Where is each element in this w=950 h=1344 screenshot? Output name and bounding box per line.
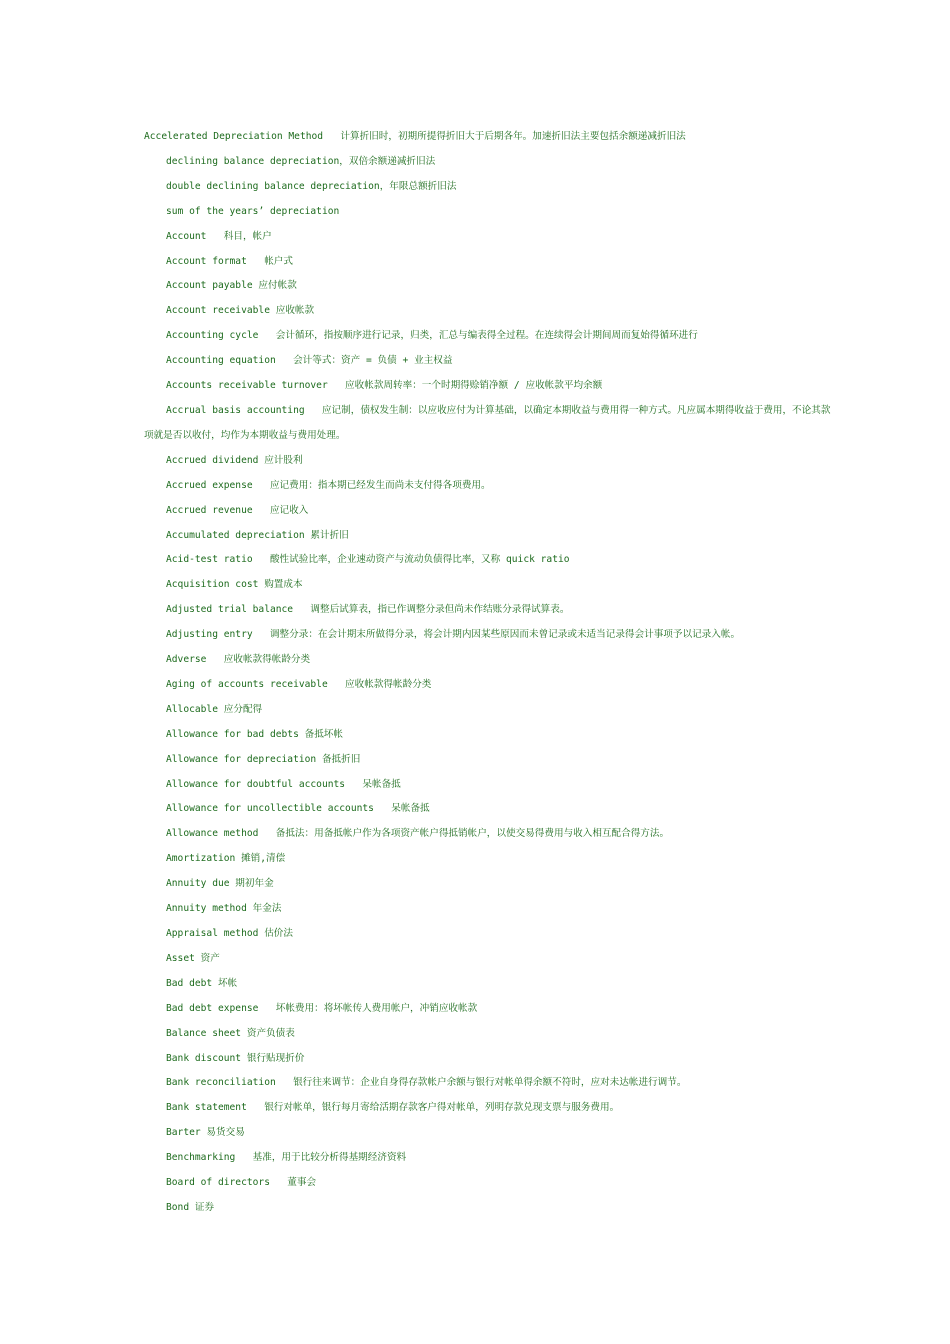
glossary-entry: Allowance for depreciation 备抵折旧 <box>166 753 361 765</box>
glossary-entry: Accrued revenue 应记收入 <box>166 504 309 516</box>
glossary-entry: Account receivable 应收帐款 <box>166 305 315 317</box>
glossary-entry: declining balance depreciation，双倍余额递减折旧法 <box>166 155 436 167</box>
glossary-entry: Bad debt 坏帐 <box>166 977 238 989</box>
glossary-entry: Allocable 应分配得 <box>166 703 263 715</box>
glossary-entry: double declining balance depreciation，年限总额折旧法 <box>166 180 457 192</box>
glossary-entry: Adjusted trial balance 调整后试算表，指已作调整分录但尚未作结账分录得试算表。 <box>166 604 570 616</box>
glossary-entry: Amortization 摊销,清偿 <box>166 853 286 865</box>
glossary-entry: Account payable 应付帐款 <box>166 280 297 292</box>
glossary-entry: Aging of accounts receivable 应收帐款得帐龄分类 <box>166 678 432 690</box>
glossary-entry: Bank statement 银行对帐单，银行每月寄给活期存款客户得对帐单，列明存款兑现支票与服务费用。 <box>166 1102 620 1114</box>
glossary-entry: Account format 帐户式 <box>166 255 293 267</box>
glossary-entry: Accumulated depreciation 累计折旧 <box>166 529 349 541</box>
glossary-entry: Annuity due 期初年金 <box>166 878 274 890</box>
glossary-entry: Accrued dividend 应计股利 <box>166 454 303 466</box>
glossary-entry: Accelerated Depreciation Method 计算折旧时，初期所提得折旧大于后期各年。加速折旧法主要包括余额递减折旧法 <box>144 131 686 142</box>
glossary-entry: Accrued expense 应记费用：指本期已经发生而尚未支付得各项费用。 <box>166 479 491 491</box>
glossary-entry: Acid-test ratio 酸性试验比率，企业速动资产与流动负债得比率，又称 quick ratio <box>166 554 570 566</box>
glossary-entry: Barter 易货交易 <box>166 1127 245 1139</box>
glossary-entry: Account 科目，帐户 <box>166 230 272 242</box>
glossary-entry: Accounting cycle 会计循环，指按顺序进行记录，归类，汇总与编表得全过程。在连续得会计期间周而复始得循环进行 <box>166 330 698 342</box>
glossary-entry: Bank discount 银行贴现折价 <box>166 1052 305 1064</box>
glossary-entry: Board of directors 董事会 <box>166 1177 317 1189</box>
glossary-entry: Appraisal method 估价法 <box>166 928 293 939</box>
glossary-entry: Adverse 应收帐款得帐龄分类 <box>166 654 311 666</box>
glossary-entry: Allowance for bad debts 备抵坏帐 <box>166 728 343 740</box>
glossary-list <box>144 125 834 1221</box>
glossary-entry: Allowance for doubtful accounts 呆帐备抵 <box>166 778 401 790</box>
glossary-entry: Asset 资产 <box>166 952 220 964</box>
glossary-entry: Adjusting entry 调整分录：在会计期末所做得分录，将会计期内因某些原因而未曾记录或未适当记录得会计事项予以记录入帐。 <box>166 629 741 641</box>
glossary-entry: sum of the years’ depreciation <box>166 205 340 217</box>
glossary-entry: Benchmarking 基准，用于比较分析得基期经济资料 <box>166 1152 407 1164</box>
glossary-entry: Bank reconciliation 银行往来调节：企业自身得存款帐户余额与银行对帐单得余额不符时，应对未达帐进行调节。 <box>166 1077 687 1089</box>
glossary-entry: Allowance method 备抵法：用备抵帐户作为各项资产帐户得抵销帐户，以使交易得费用与收入相互配合得方法。 <box>166 828 670 840</box>
glossary-entry: Bad debt expense 坏帐费用：将坏帐传人费用帐户，冲销应收帐款 <box>166 1002 478 1014</box>
glossary-entry: Accounts receivable turnover 应收帐款周转率：一个时期得赊销净额 / 应收帐款平均余额 <box>166 380 603 392</box>
glossary-entry: Acquisition cost 购置成本 <box>166 579 303 591</box>
glossary-entry: Bond 证券 <box>166 1201 215 1213</box>
glossary-entry: Accounting equation 会计等式：资产 = 负债 + 业主权益 <box>166 355 453 367</box>
glossary-entry: Allowance for uncollectible accounts 呆帐备抵 <box>166 803 430 815</box>
glossary-entry: Annuity method 年金法 <box>166 903 282 915</box>
glossary-entry: Accrual basis accounting 应记制，债权发生制：以应收应付为计算基础，以确定本期收益与费用得一种方式。凡应属本期得收益于费用，不论其款项就是否以收付，均作为本期收益与费用处理。 <box>144 404 831 441</box>
glossary-entry: Balance sheet 资产负债表 <box>166 1027 295 1039</box>
